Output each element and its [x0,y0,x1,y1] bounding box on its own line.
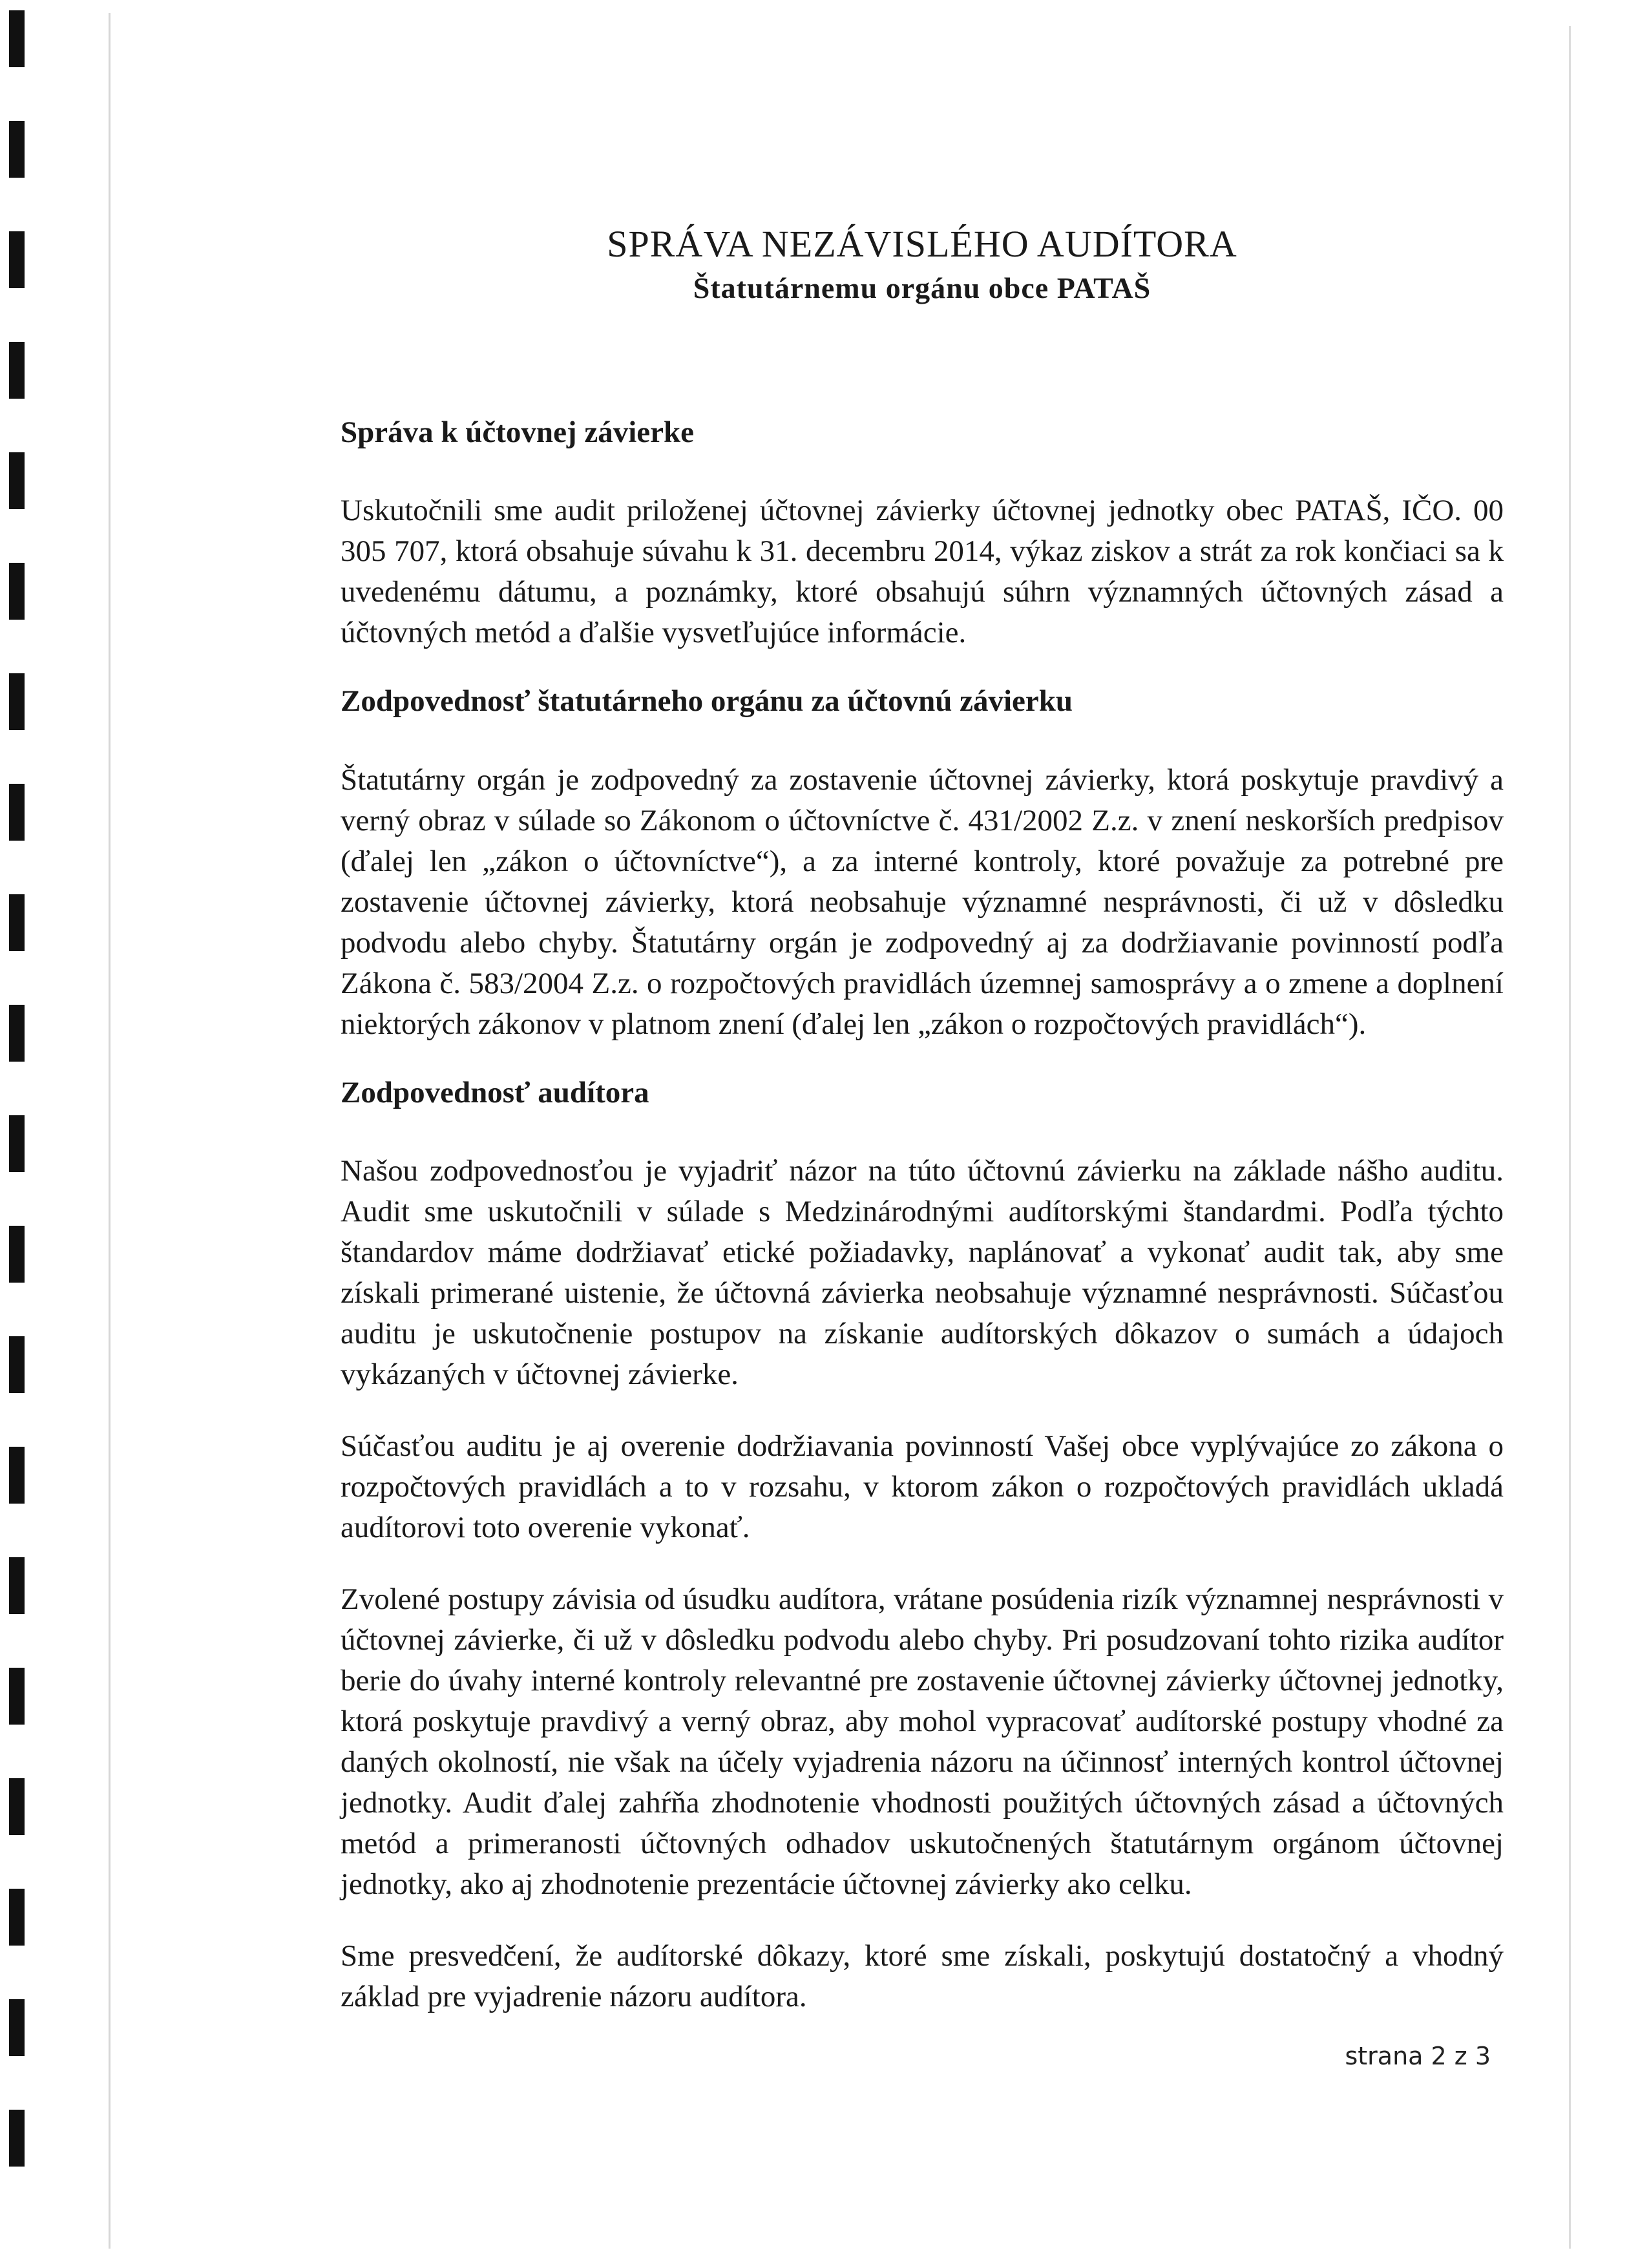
binding-mark [9,2110,25,2167]
binding-mark [9,563,25,620]
binding-mark [9,784,25,841]
paragraph-procedures: Zvolené postupy závisia od úsudku audítora, vrátane posúdenia rizík významnej nesprávnosti v účtovnej závierke, či už v dôsledku podvodu alebo chyby. Pri posudzovaní tohto rizika audítor berie do úvahy interné kontroly relevantné pre zostavenie účtovnej závierky účtovnej jednotky, ktorá poskytuje pravdivý a verný obraz, aby mohol vypracovať audítorské postupy vhodné za daných okolností, nie však na účely vyjadrenia názoru na účinnosť interných kontrol účtovnej jednotky. Audit ďalej zahŕňa zhodnotenie vhodnosti použitých účtovných zásad a účtovných metód a primeranosti účtovných odhadov uskutočnených štatutárnym orgánom účtovnej jednotky, ako aj zhodnotenie prezentácie účtovnej závierky ako celku. [341,1582,1504,1902]
binding-mark [9,342,25,399]
binding-mark [9,231,25,288]
section-heading-auditor-responsibility: Zodpovednosť audítora [341,1075,649,1109]
paragraph-conclusion: Sme presvedčení, že audítorské dôkazy, ktoré sme získali, poskytujú dostatočný a vhodný základ pre vyjadrenie názoru audítora. [341,1939,1504,2014]
binding-mark [9,452,25,509]
paragraph-auditor-responsibility: Našou zodpovednosťou je vyjadriť názor na túto účtovnú závierku na základe nášho auditu. Audit sme uskutočnili v súlade s Medzinárodnými audítorskými štandardmi. Podľa týchto štandardov máme dodržiavať etické požiadavky, naplánovať a vykonať audit tak, aby sme získali primerané uistenie, že účtovná závierka neobsahuje významné nesprávnosti. Súčasťou auditu je uskutočnenie postupov na získanie audítorských dôkazov o sumách a údajoch vykázaných v účtovnej závierke. [341,1154,1504,1392]
binding-mark [9,1336,25,1393]
binding-mark [9,1005,25,1062]
document-body [341,223,1504,2017]
binding-mark [9,894,25,951]
section-heading-statutory-responsibility: Zodpovednosť štatutárneho orgánu za účtovnú závierku [341,684,1073,719]
binding-edge-right [1569,26,1571,2249]
binding-mark [9,1115,25,1172]
binding-mark [9,1889,25,1946]
paragraph-budget-compliance: Súčasťou auditu je aj overenie dodržiavania povinností Vašej obce vyplývajúce zo zákona o rozpočtových pravidlách a to v rozsahu, v ktorom zákon o rozpočtových pravidlách ukladá audítorovi toto overenie vykonať. [341,1429,1504,1545]
binding-mark [9,10,25,67]
paragraph-report: Uskutočnili sme audit priloženej účtovnej závierky účtovnej jednotky obec PATAŠ, IČO. 00 305 707, ktorá obsahuje súvahu k 31. decembru 2014, výkaz ziskov a strát za rok končiaci sa k uvedenému dátumu, a poznámky, ktoré obsahujú súhrn významných účtovných zásad a účtovných metód a ďalšie vysvetľujúce informácie. [341,494,1504,650]
binding-mark [9,673,25,730]
binding-mark [9,1668,25,1725]
document-subtitle: Štatutárnemu orgánu obce PATAŠ [693,271,1151,304]
paragraph-statutory-responsibility: Štatutárny orgán je zodpovedný za zostavenie účtovnej závierky, ktorá poskytuje pravdivý a verný obraz v súlade so Zákonom o účtovníctve č. 431/2002 Z.z. v znení neskorších predpisov (ďalej len „zákon o účtovníctve“), a za interné kontroly, ktoré považuje za potrebné pre zostavenie účtovnej závierky, ktorá neobsahuje významné nesprávnosti, či už v dôsledku podvodu alebo chyby. Štatutárny orgán je zodpovedný aj za dodržiavanie povinností podľa Zákona č. 583/2004 Z.z. o rozpočtových pravidlách územnej samosprávy a o zmene a doplnení niektorých zákonov v platnom znení (ďalej len „zákon o rozpočtových pravidlách“). [341,762,1504,1041]
document-title: SPRÁVA NEZÁVISLÉHO AUDÍTORA [607,223,1237,265]
binding-edge-left [109,13,110,2249]
binding-mark [9,121,25,178]
page-number: strana 2 z 3 [1345,2042,1491,2070]
section-heading-report: Správa k účtovnej závierke [341,415,694,449]
binding-mark [9,1447,25,1504]
binding-mark [9,1999,25,2056]
binding-mark [9,1557,25,1614]
binding-marks [9,0,28,2268]
binding-mark [9,1778,25,1835]
binding-mark [9,1226,25,1283]
